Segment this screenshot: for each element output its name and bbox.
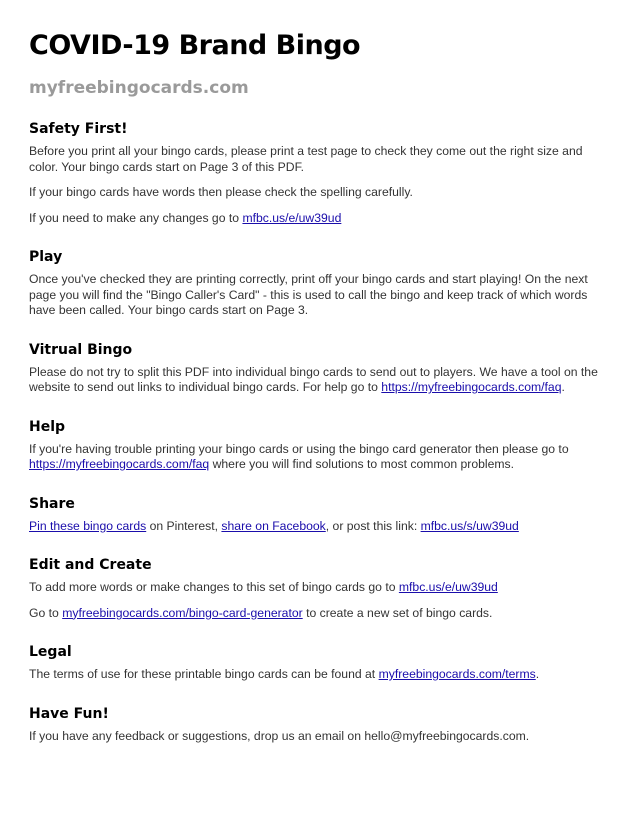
edit-link[interactable]: mfbc.us/e/uw39ud xyxy=(398,580,498,594)
section-have-fun xyxy=(29,705,614,745)
paragraph xyxy=(29,442,614,473)
pinterest-link[interactable]: Pin these bingo cards xyxy=(29,518,147,533)
edit-link[interactable]: mfbc.us/e/uw39ud xyxy=(242,210,342,225)
section-share xyxy=(29,495,614,535)
paragraph-text: The terms of use for these printable bingo cards can be found at xyxy=(29,667,379,681)
paragraph xyxy=(29,580,614,596)
paragraph-text: If you're having trouble printing your bingo cards or using the bingo card generator then please go to xyxy=(29,441,569,456)
site-name: myfreebingocards.com xyxy=(29,78,249,98)
section-heading: Play xyxy=(29,249,63,265)
paragraph: Once you've checked they are printing correctly, print off your bingo cards and start playing! On the next page you will find the "Bingo Caller's Card" - this is used to call the bingo and keep track of which words have been called. Your bingo cards start on Page 3. xyxy=(29,272,588,317)
section-safety-first xyxy=(29,120,614,226)
paragraph: If your bingo cards have words then please check the spelling carefully. xyxy=(29,185,413,199)
paragraph-text: To add more words or make changes to this set of bingo cards go to xyxy=(29,580,399,594)
paragraph-text: to create a new set of bingo cards. xyxy=(302,605,493,620)
section-help xyxy=(29,418,614,473)
terms-link[interactable]: myfreebingocards.com/terms xyxy=(378,667,536,681)
faq-link[interactable]: https://myfreebingocards.com/faq xyxy=(381,380,562,394)
section-heading: Have Fun! xyxy=(29,705,109,722)
share-link[interactable]: mfbc.us/s/uw39ud xyxy=(420,518,519,533)
paragraph xyxy=(29,211,614,227)
section-play xyxy=(29,248,614,319)
document-page xyxy=(29,28,614,744)
section-heading: Safety First! xyxy=(29,121,128,137)
paragraph-text: Go to xyxy=(29,605,63,620)
section-legal xyxy=(29,643,614,683)
section-heading: Share xyxy=(29,495,75,512)
section-edit-and-create xyxy=(29,556,614,621)
paragraph-text: . xyxy=(535,667,540,681)
facebook-share-link[interactable]: share on Facebook xyxy=(221,518,326,533)
page-title: COVID-19 Brand Bingo xyxy=(29,30,361,61)
paragraph-text: where you will find solutions to most common problems. xyxy=(209,457,515,471)
paragraph xyxy=(29,606,614,622)
paragraph-text: . xyxy=(561,380,565,394)
faq-link[interactable]: https://myfreebingocards.com/faq xyxy=(29,457,210,471)
paragraph-text: on Pinterest, xyxy=(146,518,222,533)
paragraph: Before you print all your bingo cards, please print a test page to check they come out the right size and color. Your bingo cards start on Page 3 of this PDF. xyxy=(29,144,583,174)
generator-link[interactable]: myfreebingocards.com/bingo-card-generator xyxy=(62,605,303,620)
section-heading: Legal xyxy=(29,644,72,660)
paragraph-text: If you need to make any changes go to xyxy=(29,210,243,225)
paragraph xyxy=(29,519,614,535)
paragraph: If you have any feedback or suggestions, drop us an email on hello@myfreebingocards.com. xyxy=(29,728,530,743)
section-virtual-bingo xyxy=(29,341,614,396)
paragraph-text: Please do not try to split this PDF into individual bingo cards to send out to players. We have a tool on the website to send out links to individual bingo cards. For help go to xyxy=(29,364,598,394)
paragraph xyxy=(29,667,614,683)
section-heading: Help xyxy=(29,418,66,435)
paragraph xyxy=(29,365,614,396)
section-heading: Edit and Create xyxy=(29,557,152,573)
section-heading: Vitrual Bingo xyxy=(29,341,133,358)
paragraph-text: , or post this link: xyxy=(325,518,421,533)
